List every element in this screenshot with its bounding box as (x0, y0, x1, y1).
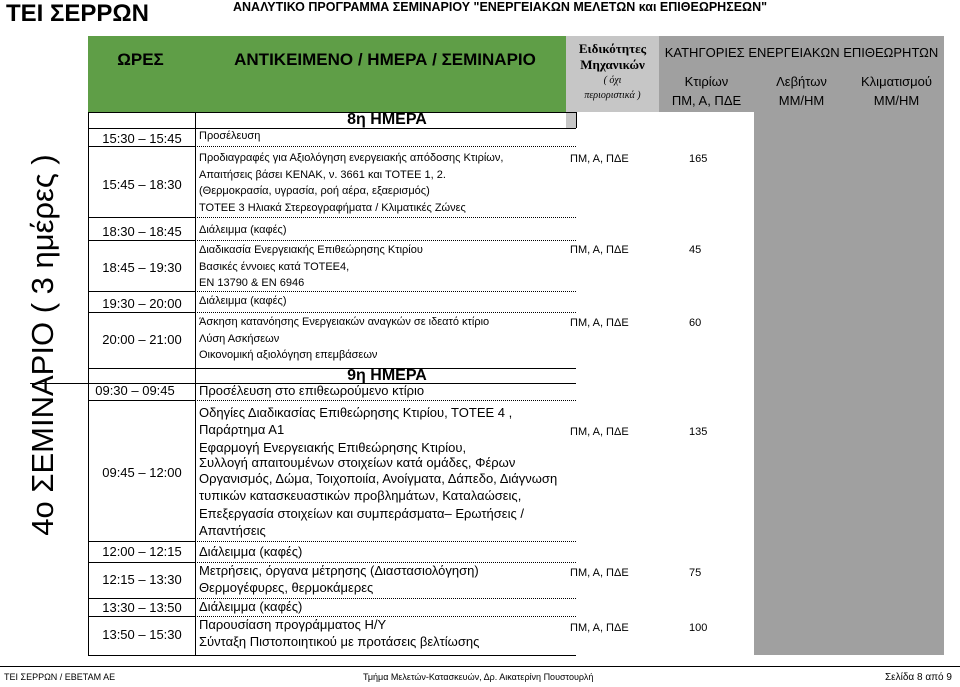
day9-subject-line: Διάλειμμα (καφές) (199, 544, 303, 559)
row-divider-dotted (195, 217, 576, 218)
day8-subject-line: Άσκηση κατανόησης Ενεργειακών αναγκών σε ιδεατό κτίριο (199, 316, 490, 328)
day9-subject-line: Παράρτημα Α1 (199, 422, 285, 437)
day9-subject-line: Εφαρμογή Ενεργειακής Επιθεώρησης Κτιρίου, (199, 440, 467, 455)
page-title: ΤΕΙ ΣΕΡΡΩΝ (6, 0, 150, 27)
day8-hours: 45 (689, 244, 702, 256)
column-header-cat-boilers: Λεβήτων (776, 74, 827, 89)
row-divider (88, 217, 195, 218)
day9-time-slot: 09:45 – 12:00 (102, 465, 182, 480)
column-header-cat-ac: Κλιματισμού (861, 74, 932, 89)
row-divider-dotted (195, 240, 576, 241)
day9-subject-line: Επεξεργασία στοιχείων και συμπεράσματα– Ερωτήσεις / (199, 506, 524, 521)
day9-subject-line: Σύνταξη Πιστοποιητικού με προτάσεις βελτίωσης (199, 634, 480, 649)
day8-subject-line: Οικονομική αξιολόγηση επεμβάσεων (199, 349, 378, 361)
row-divider (88, 291, 195, 292)
day8-time-slot: 18:45 – 19:30 (102, 260, 182, 275)
day9-time-slot: 12:00 – 12:15 (102, 544, 182, 559)
day9-time-slot: 13:50 – 15:30 (102, 627, 182, 642)
row-divider-dotted (195, 541, 576, 542)
day8-time-slot: 15:45 – 18:30 (102, 177, 182, 192)
day9-hours: 100 (689, 622, 708, 634)
day9-subject-line: Παρουσίαση προγράμματος Η/Υ (199, 617, 387, 632)
boilers-ac-column (754, 112, 944, 655)
row-divider-dotted (195, 312, 576, 313)
row-divider (88, 598, 195, 599)
day9-spec: ΠΜ, Α, ΠΔΕ (570, 622, 629, 634)
day9-time-slot: 09:30 – 09:45 (95, 383, 175, 398)
day9-hours: 135 (689, 426, 708, 438)
row-divider (88, 128, 576, 129)
day8-time-slot: 19:30 – 20:00 (102, 296, 182, 311)
program-title: ΑΝΑΛΥΤΙΚΟ ΠΡΟΓΡΑΜΜΑ ΣΕΜΙΝΑΡΙΟΥ "ΕΝΕΡΓΕΙΑΚΩΝ ΜΕΛΕΤΩΝ και ΕΠΙΘΕΩΡΗΣΕΩΝ" (233, 0, 768, 14)
day9-subject-line: Οργανισμός, Δώμα, Τοιχοποιία, Ανοίγματα, Δάπεδο, Διάγνωση (199, 471, 558, 486)
footer-page-number: Σελίδα 8 από 9 (885, 672, 952, 683)
day9-time-slot: 12:15 – 13:30 (102, 572, 182, 587)
row-divider (88, 146, 195, 147)
column-header-cat-buildings-spec: ΠΜ, Α, ΠΔΕ (671, 93, 742, 108)
day8-subject-line: Διάλειμμα (καφές) (199, 295, 287, 307)
footer-center: Τμήμα Μελετών-Κατασκευών, Δρ. Αικατερίνη Πουστουρλή (363, 672, 594, 682)
day8-time-slot: 20:00 – 21:00 (102, 332, 182, 347)
day8-subject-line: Απαιτήσεις βάσει ΚΕΝΑΚ, ν. 3661 και ΤΟΤΕΕ 1, 2. (199, 169, 446, 181)
day9-subject-line: τυπικών κατασκευαστικών προβλημάτων, Καταλαώσεις, (199, 488, 522, 503)
day8-subject-line: Προσέλευση (199, 130, 261, 142)
day8-subject-line: (Θερμοκρασία, υγρασία, ροή αέρα, εξαερισμός) (199, 185, 430, 197)
row-divider (88, 616, 195, 617)
day9-subject-line: Οδηγίες Διαδικασίας Επιθεώρησης Κτιρίου, ΤΟΤΕΕ 4 , (199, 405, 513, 420)
row-divider-dotted (195, 400, 576, 401)
day8-hours: 60 (689, 317, 702, 329)
day8-hours: 165 (689, 153, 708, 165)
day9-title: 9η ΗΜΕΡΑ (347, 367, 427, 384)
day9-hours: 75 (689, 567, 702, 579)
day8-time-slot: 15:30 – 15:45 (102, 131, 182, 146)
day9-spec: ΠΜ, Α, ΠΔΕ (570, 426, 629, 438)
column-header-cat-boilers-spec: ΜΜ/ΗΜ (778, 93, 825, 108)
day9-subject-line: Απαντήσεις (199, 523, 266, 538)
day9-subject-line: Διάλειμμα (καφές) (199, 599, 303, 614)
column-header-spec-line3: ( όχι (603, 75, 622, 86)
seminar-side-label-text: 4ο ΣΕΜΙΝΑΡΙΟ ( 3 ημέρες ) (24, 154, 60, 536)
day9-subject-line: Συλλογή απαιτουμένων στοιχείων κατά ομάδες, Φέρων (199, 455, 516, 470)
day9-spec: ΠΜ, Α, ΠΔΕ (570, 567, 629, 579)
day9-subject-line: Μετρήσεις, όργανα μέτρησης (Διαστασιολόγηση) (199, 563, 479, 578)
day8-time-slot: 18:30 – 18:45 (102, 224, 182, 239)
row-divider (88, 541, 195, 542)
day8-subject-line: EN 13790 & EN 6946 (199, 277, 305, 289)
table-border-subject (576, 112, 577, 128)
day8-subject-line: Διάλειμμα (καφές) (199, 224, 287, 236)
header-band-left (88, 36, 566, 112)
row-divider (88, 400, 195, 401)
day8-subject-line: Βασικές έννοιες κατά ΤΟΤΕΕ4, (199, 261, 350, 273)
day8-spec: ΠΜ, Α, ΠΔΕ (570, 244, 629, 256)
column-header-cat-buildings: Κτιρίων (684, 74, 729, 89)
day8-subject-line: Διαδικασία Ενεργειακής Επιθεώρησης Κτιρίου (199, 244, 423, 256)
seminar-side-label (5, 35, 80, 655)
table-border-bottom (88, 655, 576, 656)
day9-time-slot: 13:30 – 13:50 (102, 600, 182, 615)
row-divider-dotted (195, 291, 576, 292)
column-header-categories: ΚΑΤΗΓΟΡΙΕΣ ΕΝΕΡΓΕΙΑΚΩΝ ΕΠΙΘΕΩΡΗΤΩΝ (664, 45, 939, 60)
column-header-cat-ac-spec: ΜΜ/ΗΜ (873, 93, 920, 108)
day8-subject-line: ΤΟΤΕΕ 3 Ηλιακά Στερεογραφήματα / Κλιματικές Ζώνες (199, 202, 466, 214)
day8-spec: ΠΜ, Α, ΠΔΕ (570, 317, 629, 329)
column-header-subject: ΑΝΤΙΚΕΙΜΕΝΟ / ΗΜΕΡΑ / ΣΕΜΙΝΑΡΙΟ (234, 50, 536, 69)
column-header-spec-line4: περιοριστικά ) (584, 90, 641, 101)
day9-subject-line: Θερμογέφυρες, θερμοκάμερες (199, 580, 374, 595)
day9-subject-line: Προσέλευση στο επιθεωρούμενο κτίριο (199, 383, 425, 398)
row-divider (88, 312, 195, 313)
day8-subject-line: Λύση Ασκήσεων (199, 333, 280, 345)
day8-title: 8η ΗΜΕΡΑ (347, 111, 427, 128)
day8-spec: ΠΜ, Α, ΠΔΕ (570, 153, 629, 165)
row-divider (88, 562, 195, 563)
column-header-hours: ΩΡΕΣ (117, 50, 164, 69)
footer-rule (0, 666, 960, 667)
column-header-spec-line1: Ειδικότητες (578, 41, 647, 56)
row-divider (88, 240, 195, 241)
day8-subject-line: Προδιαγραφές για Αξιολόγηση ενεργειακής απόδοσης Κτιρίων, (199, 152, 504, 164)
column-header-spec-line2: Μηχανικών (580, 57, 645, 72)
row-divider-dotted (195, 146, 576, 147)
footer-left: ΤΕΙ ΣΕΡΡΩΝ / ΕΒΕΤΑΜ ΑΕ (4, 672, 116, 682)
